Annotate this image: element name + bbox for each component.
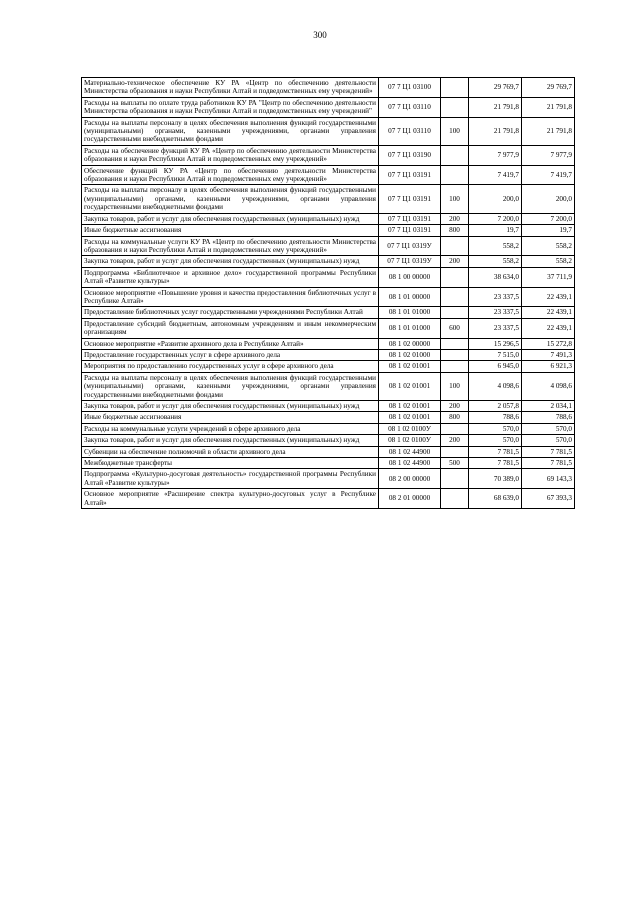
target-article-code-cell: 08 1 02 0100У: [379, 423, 441, 434]
amount-year-2-cell: 22 439,1: [522, 287, 575, 307]
budget-table-body: [82, 78, 575, 509]
amount-year-1-cell: 558,2: [469, 256, 522, 267]
amount-year-2-cell: 7 419,7: [522, 165, 575, 185]
expense-type-code-cell: [441, 361, 469, 372]
amount-year-1-cell: 68 639,0: [469, 489, 522, 509]
amount-year-2-cell: 15 272,8: [522, 338, 575, 349]
expense-type-code-cell: [441, 446, 469, 457]
table-row: [82, 412, 575, 423]
amount-year-2-cell: 19,7: [522, 225, 575, 236]
expense-name-cell: Закупка товаров, работ и услуг для обеспечения государственных (муниципальных) нужд: [82, 256, 379, 267]
amount-year-1-cell: 7 515,0: [469, 349, 522, 360]
expense-name-cell: Расходы на коммунальные услуги КУ РА «Центр по обеспечению деятельности Министерства образования и науки Республики Алтай и подведомственных ему учреждений»: [82, 236, 379, 256]
expense-name-cell: Основное мероприятие «Повышение уровня и качества предоставления библиотечных услуг в Республике Алтай»: [82, 287, 379, 307]
table-row: [82, 213, 575, 224]
target-article-code-cell: 07 7 Ц1 03190: [379, 145, 441, 165]
expense-type-code-cell: [441, 349, 469, 360]
target-article-code-cell: 07 7 Ц1 0319У: [379, 236, 441, 256]
amount-year-2-cell: 6 921,3: [522, 361, 575, 372]
expense-name-cell: Закупка товаров, работ и услуг для обеспечения государственных (муниципальных) нужд: [82, 213, 379, 224]
target-article-code-cell: 08 1 02 01000: [379, 349, 441, 360]
expense-name-cell: Межбюджетные трансферты: [82, 458, 379, 469]
amount-year-1-cell: 7 977,9: [469, 145, 522, 165]
target-article-code-cell: 08 1 01 01000: [379, 307, 441, 318]
expense-type-code-cell: [441, 236, 469, 256]
expense-name-cell: Расходы на выплаты по оплате труда работников КУ РА "Центр по обеспечению деятельности Министерства образования и науки Республики Алтай и подведомственных ему учреждений": [82, 97, 379, 117]
amount-year-2-cell: 7 200,0: [522, 213, 575, 224]
table-row: [82, 361, 575, 372]
expense-type-code-cell: [441, 145, 469, 165]
amount-year-2-cell: 558,2: [522, 236, 575, 256]
amount-year-2-cell: 558,2: [522, 256, 575, 267]
expense-name-cell: Мероприятия по предоставлению государственных услуг в сфере архивного дела: [82, 361, 379, 372]
target-article-code-cell: 07 7 Ц1 03191: [379, 225, 441, 236]
amount-year-1-cell: 570,0: [469, 423, 522, 434]
page-number: 300: [313, 30, 327, 40]
amount-year-2-cell: 4 098,6: [522, 372, 575, 400]
amount-year-2-cell: 2 034,1: [522, 401, 575, 412]
amount-year-1-cell: 7 781,5: [469, 458, 522, 469]
amount-year-1-cell: 788,6: [469, 412, 522, 423]
amount-year-1-cell: 570,0: [469, 435, 522, 446]
table-row: [82, 78, 575, 98]
amount-year-1-cell: 19,7: [469, 225, 522, 236]
table-row: [82, 469, 575, 489]
expense-type-code-cell: [441, 267, 469, 287]
expense-name-cell: Обеспечение функций КУ РА «Центр по обеспечению деятельности Министерства образования и науки Республики Алтай и подведомственных ему учреждений»: [82, 165, 379, 185]
amount-year-1-cell: 15 296,5: [469, 338, 522, 349]
amount-year-2-cell: 37 711,9: [522, 267, 575, 287]
amount-year-1-cell: 23 337,5: [469, 307, 522, 318]
table-row: [82, 287, 575, 307]
target-article-code-cell: 08 1 01 00000: [379, 287, 441, 307]
expense-type-code-cell: 100: [441, 185, 469, 213]
amount-year-2-cell: 570,0: [522, 423, 575, 434]
amount-year-1-cell: 4 098,6: [469, 372, 522, 400]
table-row: [82, 435, 575, 446]
amount-year-2-cell: 7 781,5: [522, 446, 575, 457]
expense-type-code-cell: [441, 287, 469, 307]
amount-year-1-cell: 7 200,0: [469, 213, 522, 224]
target-article-code-cell: 08 1 02 01001: [379, 372, 441, 400]
amount-year-1-cell: 21 791,8: [469, 97, 522, 117]
amount-year-1-cell: 7 419,7: [469, 165, 522, 185]
target-article-code-cell: 08 1 02 44900: [379, 446, 441, 457]
target-article-code-cell: 08 1 02 0100У: [379, 435, 441, 446]
table-row: [82, 165, 575, 185]
amount-year-1-cell: 7 781,5: [469, 446, 522, 457]
amount-year-2-cell: 21 791,8: [522, 117, 575, 145]
amount-year-2-cell: 21 791,8: [522, 97, 575, 117]
amount-year-2-cell: 570,0: [522, 435, 575, 446]
expense-type-code-cell: 200: [441, 256, 469, 267]
expense-type-code-cell: [441, 78, 469, 98]
amount-year-1-cell: 29 769,7: [469, 78, 522, 98]
target-article-code-cell: 07 7 Ц1 03100: [379, 78, 441, 98]
expense-name-cell: Основное мероприятие «Расширение спектра культурно-досуговых услуг в Республике Алтай»: [82, 489, 379, 509]
target-article-code-cell: 08 1 02 01001: [379, 412, 441, 423]
expense-type-code-cell: [441, 165, 469, 185]
expense-name-cell: Расходы на выплаты персоналу в целях обеспечения выполнения функций государственными (муниципальными) органами, казенными учреждениями, органами управления государственными внебюджетными фондами: [82, 185, 379, 213]
table-row: [82, 338, 575, 349]
amount-year-1-cell: 200,0: [469, 185, 522, 213]
table-row: [82, 446, 575, 457]
expense-name-cell: Основное мероприятие «Развитие архивного дела в Республике Алтай»: [82, 338, 379, 349]
amount-year-1-cell: 21 791,8: [469, 117, 522, 145]
amount-year-2-cell: 69 143,3: [522, 469, 575, 489]
target-article-code-cell: 08 1 02 00000: [379, 338, 441, 349]
table-row: [82, 307, 575, 318]
table-row: [82, 318, 575, 338]
amount-year-2-cell: 22 439,1: [522, 318, 575, 338]
target-article-code-cell: 07 7 Ц1 03191: [379, 165, 441, 185]
table-row: [82, 117, 575, 145]
target-article-code-cell: 07 7 Ц1 03191: [379, 213, 441, 224]
table-row: [82, 256, 575, 267]
expense-type-code-cell: 800: [441, 225, 469, 236]
expense-type-code-cell: 100: [441, 117, 469, 145]
target-article-code-cell: 08 1 02 44900: [379, 458, 441, 469]
target-article-code-cell: 08 1 00 00000: [379, 267, 441, 287]
target-article-code-cell: 07 7 Ц1 03110: [379, 97, 441, 117]
expense-type-code-cell: 600: [441, 318, 469, 338]
amount-year-2-cell: 22 439,1: [522, 307, 575, 318]
table-row: [82, 401, 575, 412]
table-row: [82, 225, 575, 236]
expense-type-code-cell: [441, 489, 469, 509]
expense-type-code-cell: [441, 423, 469, 434]
amount-year-2-cell: 7 781,5: [522, 458, 575, 469]
table-row: [82, 97, 575, 117]
expense-name-cell: Расходы на коммунальные услуги учреждений в сфере архивного дела: [82, 423, 379, 434]
amount-year-2-cell: 788,6: [522, 412, 575, 423]
table-row: [82, 372, 575, 400]
expense-name-cell: Предоставление библиотечных услуг государственными учреждениями Республики Алтай: [82, 307, 379, 318]
amount-year-1-cell: 6 945,0: [469, 361, 522, 372]
table-row: [82, 349, 575, 360]
table-row: [82, 185, 575, 213]
amount-year-1-cell: 70 389,0: [469, 469, 522, 489]
expense-name-cell: Расходы на выплаты персоналу в целях обеспечения выполнения функций государственными (муниципальными) органами, казенными учреждениями, органами управления государственными внебюджетными фондами: [82, 117, 379, 145]
expense-name-cell: Закупка товаров, работ и услуг для обеспечения государственных (муниципальных) нужд: [82, 401, 379, 412]
target-article-code-cell: 07 7 Ц1 03110: [379, 117, 441, 145]
amount-year-1-cell: 23 337,5: [469, 318, 522, 338]
amount-year-2-cell: 7 977,9: [522, 145, 575, 165]
expense-name-cell: Иные бюджетные ассигнования: [82, 225, 379, 236]
target-article-code-cell: 08 1 02 01001: [379, 401, 441, 412]
expense-type-code-cell: 100: [441, 372, 469, 400]
target-article-code-cell: 08 2 00 00000: [379, 469, 441, 489]
expense-name-cell: Закупка товаров, работ и услуг для обеспечения государственных (муниципальных) нужд: [82, 435, 379, 446]
table-row: [82, 489, 575, 509]
expense-type-code-cell: 800: [441, 412, 469, 423]
target-article-code-cell: 08 2 01 00000: [379, 489, 441, 509]
amount-year-1-cell: 38 634,0: [469, 267, 522, 287]
target-article-code-cell: 07 7 Ц1 03191: [379, 185, 441, 213]
expense-name-cell: Подпрограмма «Библиотечное и архивное дело» государственной программы Республики Алтай «Развитие культуры»: [82, 267, 379, 287]
amount-year-2-cell: 7 491,3: [522, 349, 575, 360]
expense-name-cell: Иные бюджетные ассигнования: [82, 412, 379, 423]
table-row: [82, 145, 575, 165]
expense-type-code-cell: 200: [441, 213, 469, 224]
expense-name-cell: Подпрограмма «Культурно-досуговая деятельность» государственной программы Республики Алтай «Развитие культуры»: [82, 469, 379, 489]
amount-year-2-cell: 200,0: [522, 185, 575, 213]
table-row: [82, 267, 575, 287]
expense-type-code-cell: 200: [441, 435, 469, 446]
expense-name-cell: Расходы на обеспечение функций КУ РА «Центр по обеспечению деятельности Министерства образования и науки Республики Алтай и подведомственных ему учреждений»: [82, 145, 379, 165]
expense-name-cell: Материально-техническое обеспечение КУ РА «Центр по обеспечению деятельности Министерства образования и науки Республики Алтай и подведомственных ему учреждений»: [82, 78, 379, 98]
amount-year-2-cell: 29 769,7: [522, 78, 575, 98]
expense-name-cell: Расходы на выплаты персоналу в целях обеспечения выполнения функций государственными (муниципальными) органами, казенными учреждениями, органами управления государственными внебюджетными фондами: [82, 372, 379, 400]
expense-name-cell: Предоставление субсидий бюджетным, автономным учреждениям и иным некоммерческим организациям: [82, 318, 379, 338]
amount-year-1-cell: 23 337,5: [469, 287, 522, 307]
expense-type-code-cell: [441, 307, 469, 318]
target-article-code-cell: 08 1 02 01001: [379, 361, 441, 372]
target-article-code-cell: 08 1 01 01000: [379, 318, 441, 338]
table-row: [82, 236, 575, 256]
budget-table: [81, 77, 575, 509]
expense-type-code-cell: 500: [441, 458, 469, 469]
table-row: [82, 423, 575, 434]
expense-type-code-cell: 200: [441, 401, 469, 412]
amount-year-1-cell: 2 057,8: [469, 401, 522, 412]
target-article-code-cell: 07 7 Ц1 0319У: [379, 256, 441, 267]
expense-name-cell: Субвенции на обеспечение полномочий в области архивного дела: [82, 446, 379, 457]
expense-type-code-cell: [441, 469, 469, 489]
amount-year-1-cell: 558,2: [469, 236, 522, 256]
amount-year-2-cell: 67 393,3: [522, 489, 575, 509]
expense-name-cell: Предоставление государственных услуг в сфере архивного дела: [82, 349, 379, 360]
expense-type-code-cell: [441, 97, 469, 117]
table-row: [82, 458, 575, 469]
expense-type-code-cell: [441, 338, 469, 349]
